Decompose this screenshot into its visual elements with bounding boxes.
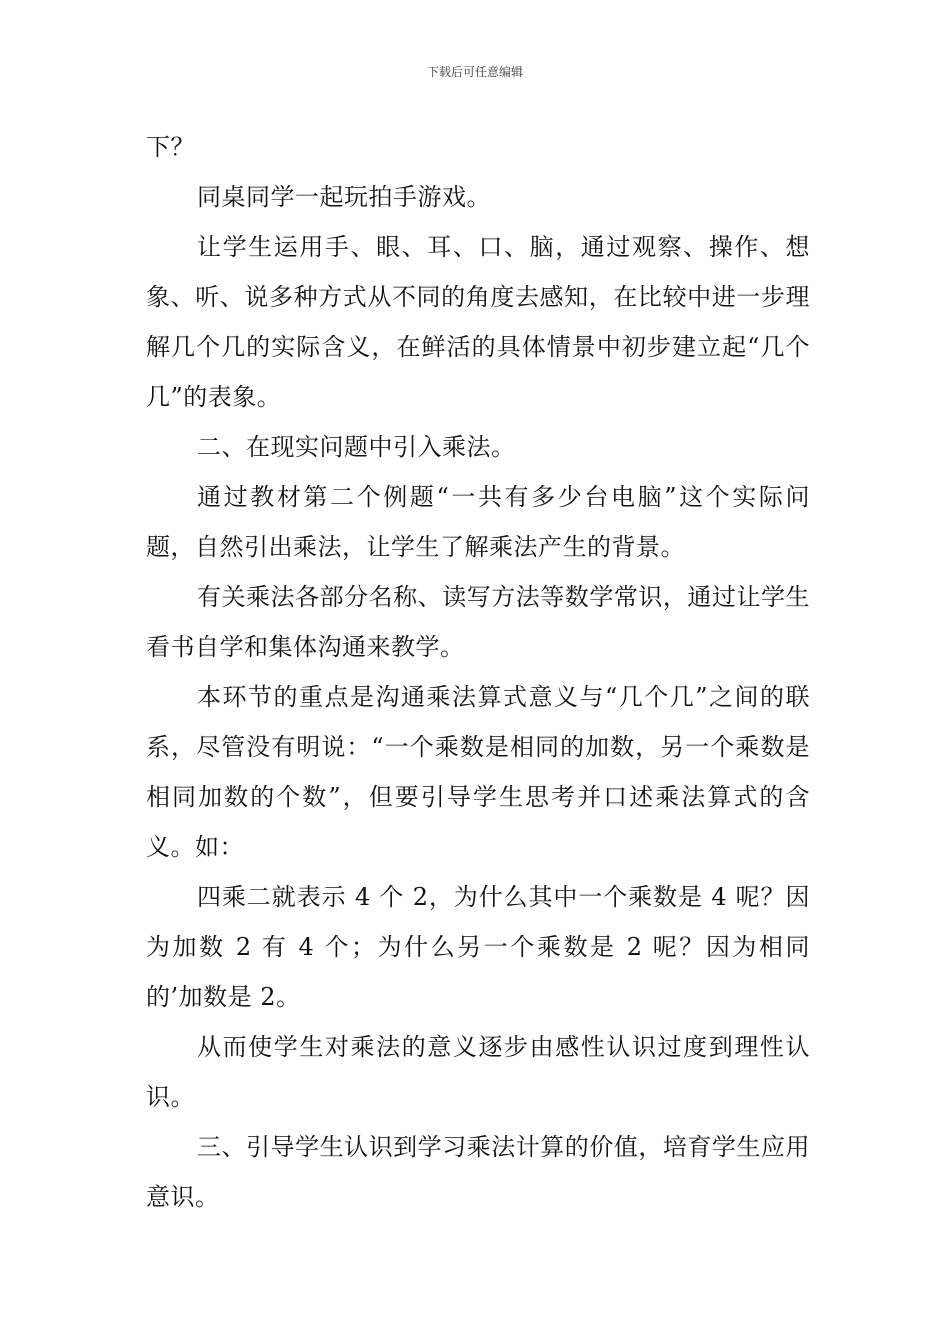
page-header-note: 下载后可任意编辑 bbox=[426, 65, 523, 79]
paragraph-8: 四乘二就表示 4 个 2，为什么其中一个乘数是 4 呢？因为加数 2 有 4 个；为什么另一个乘数是 2 呢？因为相同的’加数是 2。 bbox=[146, 883, 810, 1011]
paragraph-1: 下？ bbox=[146, 133, 195, 161]
paragraph-2: 同桌同学一起玩拍手游戏。 bbox=[197, 183, 491, 211]
paragraph-6: 有关乘法各部分名称、读写方法等数学常识，通过让学生看书自学和集体沟通来教学。 bbox=[146, 583, 810, 661]
paragraph-9: 从而使学生对乘法的意义逐步由感性认识过度到理性认识。 bbox=[146, 1033, 810, 1111]
paragraph-4: 二、在现实问题中引入乘法。 bbox=[197, 433, 516, 461]
paragraph-3: 让学生运用手、眼、耳、口、脑，通过观察、操作、想象、听、说多种方式从不同的角度去感知，在比较中进一步理解几个几的实际含义，在鲜活的具体情景中初步建立起“几个几”的表象。 bbox=[146, 233, 810, 411]
paragraph-5: 通过教材第二个例题“一共有多少台电脑”这个实际问题，自然引出乘法，让学生了解乘法产生的背景。 bbox=[146, 483, 810, 561]
paragraph-7: 本环节的重点是沟通乘法算式意义与“几个几”之间的联系，尽管没有明说：“一个乘数是相同的加数，另一个乘数是相同加数的个数”，但要引导学生思考并口述乘法算式的含义。如： bbox=[146, 683, 810, 861]
paragraph-10: 三、引导学生认识到学习乘法计算的价值，培育学生应用意识。 bbox=[146, 1133, 810, 1211]
document-body bbox=[146, 122, 810, 1222]
